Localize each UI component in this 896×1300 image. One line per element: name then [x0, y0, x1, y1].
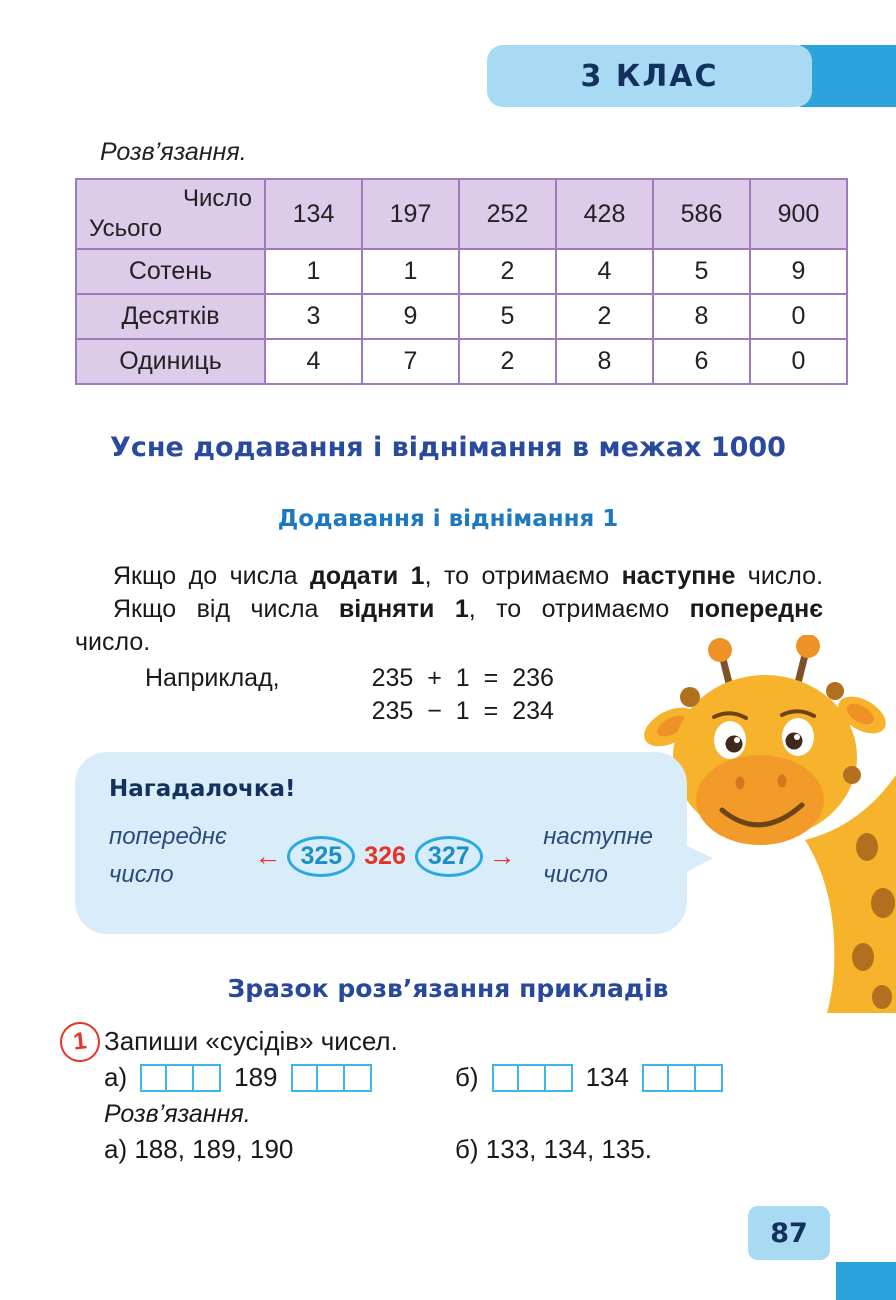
table-cell: 3 [265, 294, 362, 339]
rule-line-3: число. [75, 628, 151, 656]
table-cell: 5 [459, 294, 556, 339]
table-cell: 2 [556, 294, 653, 339]
table-column-header: 252 [459, 179, 556, 249]
label-line: наступне [543, 823, 653, 850]
equation-addition: 235 + 1 = 236 [371, 664, 554, 692]
text-segment: Якщо до числа [113, 562, 311, 590]
answer-box [345, 1064, 372, 1092]
table-column-header: 428 [556, 179, 653, 249]
exercise-item-b [455, 1062, 736, 1093]
answer-boxes-after-a [291, 1064, 372, 1092]
answer-box [492, 1064, 519, 1092]
table-cell: 9 [750, 249, 847, 294]
answer-boxes-before-a [140, 1064, 221, 1092]
table-row-label: Десятків [76, 294, 265, 339]
neighbour-numbers [254, 836, 515, 877]
text-segment: число. [735, 562, 824, 590]
reminder-title: Нагадалочка! [109, 776, 296, 802]
table-cell: 6 [653, 339, 750, 384]
text-segment-bold: попереднє [689, 595, 823, 623]
answer-box [140, 1064, 167, 1092]
right-arrow-icon: → [488, 840, 516, 871]
reminder-callout [75, 752, 687, 934]
header-accent-strip [800, 45, 896, 107]
exercise-number-badge: 1 [58, 1020, 102, 1064]
subsection-title: Додавання і віднімання 1 [277, 506, 619, 532]
answer-box [696, 1064, 723, 1092]
answer-box [669, 1064, 696, 1092]
current-number: 326 [364, 841, 406, 870]
answer-box [194, 1064, 221, 1092]
item-b-label: б) [455, 1062, 479, 1092]
table-cell: 1 [362, 249, 459, 294]
answer-boxes-before-b [492, 1064, 573, 1092]
table-cell: 0 [750, 339, 847, 384]
table-row-label: Сотень [76, 249, 265, 294]
table-column-header: 586 [653, 179, 750, 249]
label-line: число [109, 861, 174, 888]
page-number: 87 [748, 1206, 830, 1260]
table-cell: 2 [459, 339, 556, 384]
rule-line-2 [75, 593, 823, 626]
corner-label-chyslo: Число [182, 185, 252, 212]
reminder-content [109, 818, 653, 894]
place-value-table [75, 178, 848, 385]
answer-box [291, 1064, 318, 1092]
answer-box [519, 1064, 546, 1092]
equation-subtraction: 235 − 1 = 234 [371, 697, 554, 725]
table-cell: 9 [362, 294, 459, 339]
text-segment: , то отримаємо [468, 595, 690, 623]
table-cell: 4 [265, 339, 362, 384]
exercise-prompt: Запиши «сусідів» чисел. [104, 1026, 398, 1056]
left-arrow-icon: ← [254, 840, 282, 871]
answer-boxes-after-b [642, 1064, 723, 1092]
table-cell: 2 [459, 249, 556, 294]
item-a-number: 189 [234, 1062, 278, 1092]
example-equations [372, 662, 554, 728]
speech-bubble-tail [683, 844, 713, 874]
answer-box [318, 1064, 345, 1092]
next-number-label [543, 818, 653, 894]
table-row-label: Одиниць [76, 339, 265, 384]
text-segment-bold: наступне [621, 562, 736, 590]
answer-box [546, 1064, 573, 1092]
text-segment: Якщо від числа [113, 595, 339, 623]
text-segment-bold: додати 1 [310, 562, 425, 590]
answer-box [167, 1064, 194, 1092]
table-cell: 0 [750, 294, 847, 339]
section-title: Усне додавання і віднімання в межах 1000 [110, 432, 786, 463]
solution-label: Розв’язання. [100, 138, 247, 166]
footer-accent-strip [836, 1262, 896, 1300]
exercise-solution-label: Розв’язання. [104, 1100, 251, 1128]
previous-number-label [109, 818, 227, 894]
table-cell: 5 [653, 249, 750, 294]
next-number: 327 [415, 836, 483, 877]
text-segment: , то отримаємо [424, 562, 622, 590]
grade-badge: 3 КЛАС [487, 45, 812, 107]
text-segment-bold: відняти 1 [338, 595, 469, 623]
sample-title: Зразок розв’язання прикладів [227, 974, 669, 1003]
exercise-answer-a: а) 188, 189, 190 [104, 1134, 294, 1164]
exercise-item-a [104, 1062, 385, 1093]
table-cell: 1 [265, 249, 362, 294]
table-cell: 7 [362, 339, 459, 384]
corner-label-usoho: Усього [89, 215, 163, 242]
previous-number: 325 [287, 836, 355, 877]
table-cell: 8 [653, 294, 750, 339]
item-b-number: 134 [585, 1062, 629, 1092]
table-cell: 8 [556, 339, 653, 384]
item-a-label: а) [104, 1062, 128, 1092]
rule-line-1 [75, 560, 823, 593]
example-label: Наприклад, [145, 664, 280, 692]
exercise-answer-b: б) 133, 134, 135. [455, 1134, 653, 1164]
answer-box [642, 1064, 669, 1092]
table-cell: 4 [556, 249, 653, 294]
table-column-header: 197 [362, 179, 459, 249]
table-column-header: 134 [265, 179, 362, 249]
label-line: попереднє [109, 823, 227, 850]
label-line: число [543, 861, 608, 888]
table-corner-cell [76, 179, 265, 249]
table-column-header: 900 [750, 179, 847, 249]
